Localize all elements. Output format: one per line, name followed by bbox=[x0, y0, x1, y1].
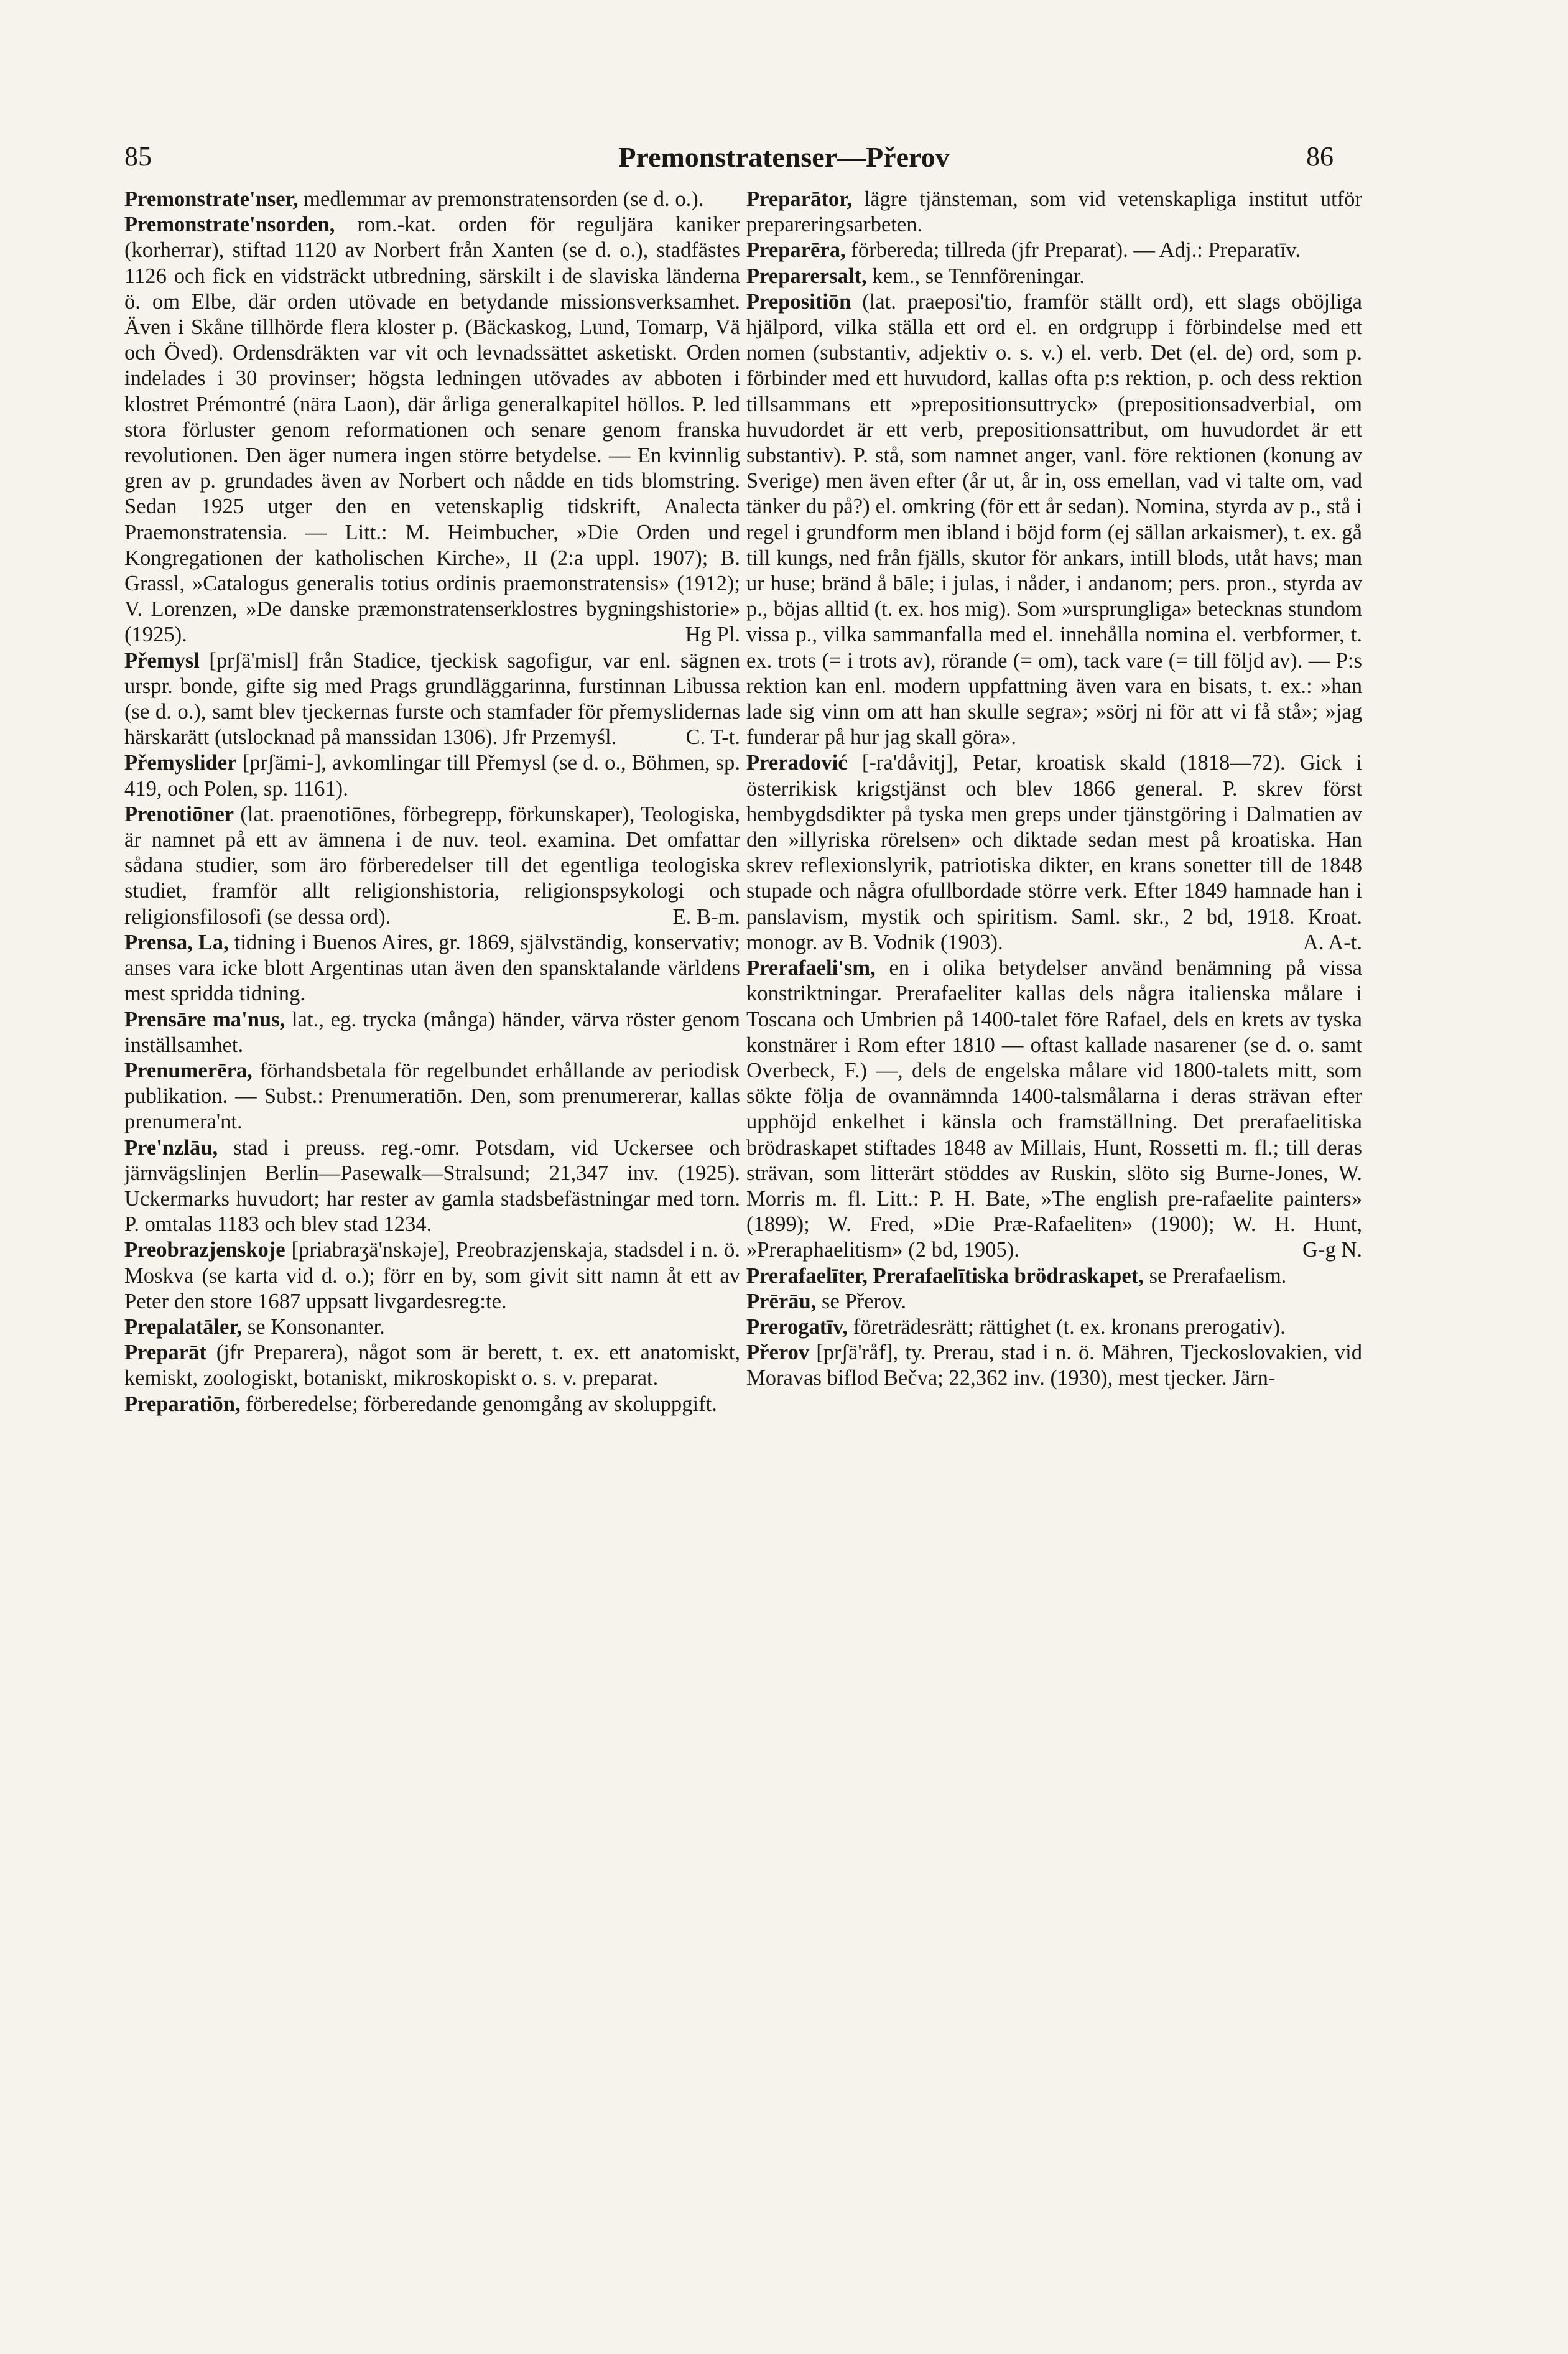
article-entry bbox=[746, 264, 1362, 289]
entry-text: (lat. praeposi'tio, framför ställt ord), ett slags oböjliga hjälpord, vilka ställa ett ord el. en ordgrupp i förbindelse med ett nomen (substantiv, adjektiv o. s. v.) el. verb. Det (el. de) ord, som p. förbinder med ett huvudord, kallas ofta p:s rektion, p. och dess rektion tillsammans ett »prepositionsuttryck» (prepositionsadverbial, om huvudordet är ett verb, prepositionsattribut, om huvudordet är ett substantiv). P. stå, som namnet anger, vanl. före rektionen (konung av Sverige) men även efter (år ut, år in, oss emellan, vad vi talte om, vad tänker du på?) el. omkring (för ett år sedan). Nomina, styrda av p., stå i regel i grundform men ibland i böjd form (ej sällan arkaismer), t. ex. gå till kungs, ned från fjälls, skutor för ankars, intill blods, utåt havs; man ur huse; bränd å bāle; i julas, i nåder, i andanom; pers. pron., styrda av p., böjas alltid (t. ex. hos mig). Som »ursprungliga» betecknas stundom vissa p., vilka sammanfalla med el. innehålla nomina el. verbformer, t. ex. trots (= i trots av), rörande (= om), tack vare (= till följd av). — P:s rektion kan enl. modern uppfattning även vara en bisats, t. ex.: »han lade sig vinn om att han skulle segra»; »sörj ni för att vi få stå»; »jag funderar på hur jag skall göra». bbox=[746, 289, 1362, 750]
entry-text: en i olika betydelser använd benämning på vissa konstriktningar. Prerafaeliter kallas dels några italienska målare i Toscana och Umbrien på 1400-talet före Rafael, dels en krets av tyska konstnärer i Rom efter 1810 — oftast kallade nasarener (se d. o. samt Overbeck, F.) —, dels de engelska målare vid 1800-talets mitt, som sökte följa de ovannämnda 1400-talsmålarna i deras strävan efter upphöjd enkelhet i känsla och framställning. Det prerafaelitiska brödraskapet stiftades 1848 av Millais, Hunt, Rossetti m. fl.; till deras strävan, som litterärt stöddes av Ruskin, slöto sig Burne-Jones, W. Morris m. fl. Litt.: P. H. Bate, »The english pre-rafaelite painters» (1899); W. Fred, »Die Præ-Rafaeliten» (1900); W. H. Hunt, »Preraphaelitism» (2 bd, 1905). bbox=[746, 956, 1362, 1262]
article-entry bbox=[124, 802, 740, 930]
entry-headword: Preparersalt, bbox=[746, 264, 867, 288]
article-entry bbox=[124, 1135, 740, 1238]
entry-text: [-ra'dåvitj], Petar, kroatisk skald (1818—72). Gick i österrikisk krigstjänst och blev 1866 general. P. skrev först hembygdsdikter på tyska men greps under tjänstgöring i Dalmatien av den »illyriska rörelsen» och diktade sedan mest på kroatiska. Han skrev reflexionslyrik, patriotiska dikter, en krans sonetter till de 1848 stupade och några ofullbordade större verk. Efter 1849 hamnade han i panslavism, mystik och spiritism. Saml. skr., 2 bd, 1918. Kroat. monogr. av B. Vodnik (1903). bbox=[746, 751, 1362, 954]
article-entry bbox=[746, 1263, 1362, 1289]
article-entry bbox=[124, 212, 740, 648]
entry-headword: Pre'nzlāu, bbox=[124, 1135, 218, 1160]
entry-headword: Preparatiōn, bbox=[124, 1392, 241, 1416]
author-signature: G-g N. bbox=[1302, 1238, 1362, 1262]
entry-text: kem., se Tennföreningar. bbox=[872, 264, 1085, 288]
author-signature: E. B-m. bbox=[672, 905, 740, 929]
article-entry bbox=[746, 238, 1362, 263]
entry-text: lägre tjänsteman, som vid vetenskapliga institut utför prepareringsarbeten. bbox=[746, 187, 1362, 237]
entry-text: se Konsonanter. bbox=[247, 1314, 385, 1339]
entry-headword: Preparēra, bbox=[746, 238, 846, 263]
entry-headword: Přerov bbox=[746, 1341, 810, 1365]
article-entry bbox=[746, 1314, 1362, 1340]
article-entry bbox=[124, 648, 740, 751]
entry-headword: Prerogatīv, bbox=[746, 1314, 848, 1339]
entry-text: (jfr Preparera), något som är berett, t. ex. ett anatomiskt, kemiskt, zoologiskt, botaniskt, mikroskopiskt o. s. v. preparat. bbox=[124, 1341, 740, 1390]
article-entry bbox=[124, 1314, 740, 1340]
entry-text: tidning i Buenos Aires, gr. 1869, självständig, konservativ; anses vara icke blott Argentinas utan även den spansktalande världens mest spridda tidning. bbox=[124, 930, 740, 1006]
entry-headword: Přemysl bbox=[124, 648, 200, 672]
entry-headword: Přemyslider bbox=[124, 751, 237, 775]
entry-headword: Preradović bbox=[746, 751, 848, 775]
entry-text: förhandsbetala för regelbundet erhållande av periodisk publikation. — Subst.: Prenumeratiōn. Den, som prenumererar, kallas prenumera'nt. bbox=[124, 1058, 740, 1134]
right-column bbox=[746, 187, 1362, 1392]
article-entry bbox=[124, 1007, 740, 1058]
entry-text: se Prerafaelism. bbox=[1149, 1263, 1287, 1288]
article-entry bbox=[124, 750, 740, 801]
left-column bbox=[124, 187, 740, 1417]
entry-text: förberedelse; förberedande genomgång av skoluppgift. bbox=[246, 1392, 717, 1416]
page-number-right: 86 bbox=[1306, 141, 1334, 172]
entry-text: [prʃämi-], avkomlingar till Přemysl (se d. o., Böhmen, sp. 419, och Polen, sp. 1161). bbox=[124, 751, 740, 801]
article-entry bbox=[746, 750, 1362, 956]
entry-text: företrädesrätt; rättighet (t. ex. kronans prerogativ). bbox=[853, 1314, 1286, 1339]
article-entry bbox=[124, 930, 740, 1007]
author-signature: Hg Pl. bbox=[685, 623, 740, 647]
entry-text: stad i preuss. reg.-omr. Potsdam, vid Uckersee och järnvägslinjen Berlin—Pasewalk—Stralsund; 21,347 inv. (1925). Uckermarks huvudort; har rester av gamla stadsbefästningar med torn. P. omtalas 1183 och blev stad 1234. bbox=[124, 1135, 740, 1237]
entry-headword: Preparāt bbox=[124, 1341, 206, 1365]
entry-text: [priabraʒä'nskəje], Preobrazjenskaja, stadsdel i n. ö. Moskva (se karta vid d. o.); förr en by, som givit sitt namn åt ett av Peter den store 1687 uppsatt livgardesreg:te. bbox=[124, 1238, 740, 1313]
article-entry bbox=[124, 1340, 740, 1391]
entry-text: [prʃä'misl] från Stadice, tjeckisk sagofigur, var enl. sägnen urspr. bonde, gifte sig med Prags grundläggarinna, furstinnan Libussa (se d. o.), samt blev tjeckernas furste och stamfader för přemyslidernas härskarätt (utslocknad på manssidan 1306). Jfr Przemyśl. bbox=[124, 648, 740, 750]
article-entry bbox=[746, 187, 1362, 238]
entry-text: [prʃä'råf], ty. Prerau, stad i n. ö. Mähren, Tjeckoslovakien, vid Moravas biflod Bečva; 22,362 inv. (1930), mest tjecker. Järn- bbox=[746, 1341, 1362, 1390]
article-entry bbox=[124, 1058, 740, 1135]
entry-headword: Prerafaeli'sm, bbox=[746, 956, 876, 980]
entry-headword: Prepalatāler, bbox=[124, 1314, 243, 1339]
author-signature: C. T-t. bbox=[685, 725, 740, 750]
running-head bbox=[0, 141, 1568, 178]
entry-headword: Preparātor, bbox=[746, 187, 852, 211]
entry-headword: Prenotiōner bbox=[124, 802, 234, 826]
entry-headword: Prepositiōn bbox=[746, 289, 851, 314]
article-entry bbox=[124, 1237, 740, 1314]
article-entry bbox=[746, 956, 1362, 1263]
article-entry bbox=[746, 1289, 1362, 1314]
entry-headword: Preobrazjenskoje bbox=[124, 1238, 285, 1262]
entry-text: se Přerov. bbox=[822, 1289, 907, 1313]
entry-headword: Premonstrate'nser, bbox=[124, 187, 299, 211]
article-entry bbox=[124, 187, 740, 212]
entry-text: (lat. praenotiōnes, förbegrepp, förkunskaper), Teologiska, är namnet på ett av ämnena i de nuv. teol. examina. Det omfattar sådana studier, som äro förberedelser till det egentliga teologiska studiet, framför allt religionshistoria, religionspsykologi och religionsfilosofi (se dessa ord). bbox=[124, 802, 740, 929]
article-entry bbox=[746, 289, 1362, 751]
entry-headword: Premonstrate'nsorden, bbox=[124, 213, 335, 237]
page-title: Premonstratenser—Přerov bbox=[618, 141, 950, 173]
entry-text: förbereda; tillreda (jfr Preparat). — Adj.: Preparatīv. bbox=[851, 238, 1301, 263]
entry-headword: Prensāre ma'nus, bbox=[124, 1007, 285, 1031]
article-entry bbox=[746, 1340, 1362, 1391]
page-number-left: 85 bbox=[124, 141, 152, 172]
author-signature: A. A-t. bbox=[1302, 930, 1362, 954]
entry-headword: Prensa, La, bbox=[124, 930, 229, 954]
entry-headword: Prērāu, bbox=[746, 1289, 817, 1313]
entry-text: rom.-kat. orden för reguljära kaniker (korherrar), stiftad 1120 av Norbert från Xanten (se d. o.), stadfästes 1126 och fick en vidsträckt utbredning, särskilt i de slaviska länderna ö. om Elbe, där orden utövade en betydande missionsverksamhet. Även i Skåne tillhörde flera kloster p. (Bäckaskog, Lund, Tomarp, Vä och Öved). Ordensdräkten var vit och levnadssättet asketiskt. Orden indelades i 30 provinser; högsta ledningen utövades av abboten i klostret Prémontré (nära Laon), där årliga generalkapitel höllos. P. led stora förluster genom reformationen och senare genom franska revolutionen. Den äger numera ingen större betydelse. — En kvinnlig gren av p. grundades även av Norbert och nådde en tids blomstring. Sedan 1925 utger den en vetenskaplig tidskrift, Analecta Praemonstratensia. — Litt.: M. Heimbucher, »Die Orden und Kongregationen der katholischen Kirche», II (2:a uppl. 1907); B. Grassl, »Catalogus generalis totius ordinis praemonstratensis» (1912); V. Lorenzen, »De danske præmonstratenserklostres bygningshistorie» (1925). bbox=[124, 213, 740, 647]
entry-headword: Prenumerēra, bbox=[124, 1058, 253, 1082]
entry-text: medlemmar av premonstratensorden (se d. o.). bbox=[304, 187, 704, 211]
entry-text: lat., eg. trycka (många) händer, värva röster genom inställsamhet. bbox=[124, 1007, 740, 1057]
entry-headword: Prerafaelīter, Prerafaelītiska brödraskapet, bbox=[746, 1263, 1144, 1288]
article-entry bbox=[124, 1392, 740, 1417]
